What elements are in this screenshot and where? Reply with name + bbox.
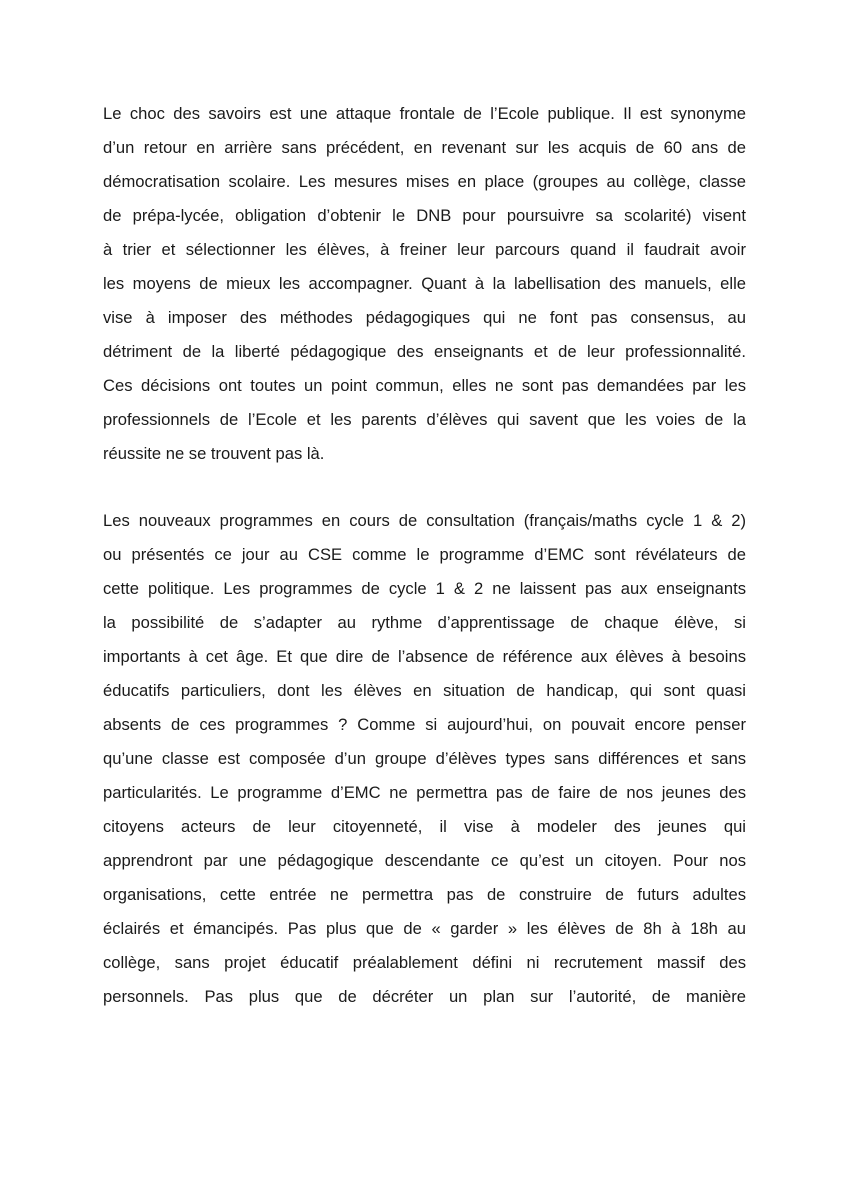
paragraph-line: éducatifs particuliers, dont les élèves en situation de handicap, qui sont quasi [103, 681, 746, 700]
paragraph-line: absents de ces programmes ? Comme si aujourd’hui, on pouvait encore penser [103, 715, 746, 734]
paragraph-line: apprendront par une pédagogique descendante ce qu’est un citoyen. Pour nos [103, 851, 746, 870]
paragraph-line: qu’une classe est composée d’un groupe d’élèves types sans différences et sans [103, 749, 746, 768]
paragraph-line: éclairés et émancipés. Pas plus que de « garder » les élèves de 8h à 18h au [103, 919, 746, 938]
paragraph-line: les moyens de mieux les accompagner. Quant à la labellisation des manuels, elle [103, 274, 746, 293]
paragraph-line: de prépa-lycée, obligation d’obtenir le DNB pour poursuivre sa scolarité) visent [103, 206, 746, 225]
paragraph-line: la possibilité de s’adapter au rythme d’apprentissage de chaque élève, si [103, 613, 746, 632]
paragraph-line: Les nouveaux programmes en cours de consultation (français/maths cycle 1 & 2) [103, 511, 746, 530]
paragraph-line: détriment de la liberté pédagogique des enseignants et de leur professionnalité. [103, 342, 746, 361]
paragraph-line: vise à imposer des méthodes pédagogiques qui ne font pas consensus, au [103, 308, 746, 327]
paragraph-line: collège, sans projet éducatif préalablement défini ni recrutement massif des [103, 953, 746, 972]
paragraph-line: réussite ne se trouvent pas là. [103, 444, 325, 463]
paragraph-line: organisations, cette entrée ne permettra pas de construire de futurs adultes [103, 885, 746, 904]
paragraph-line: importants à cet âge. Et que dire de l’absence de référence aux élèves à besoins [103, 647, 746, 666]
paragraph-line: ou présentés ce jour au CSE comme le programme d’EMC sont révélateurs de [103, 545, 746, 564]
paragraph-line: professionnels de l’Ecole et les parents d’élèves qui savent que les voies de la [103, 410, 746, 429]
paragraph-line: cette politique. Les programmes de cycle 1 & 2 ne laissent pas aux enseignants [103, 579, 746, 598]
paragraph-line: démocratisation scolaire. Les mesures mises en place (groupes au collège, classe [103, 172, 746, 191]
paragraph-line: à trier et sélectionner les élèves, à freiner leur parcours quand il faudrait avoir [103, 240, 746, 259]
paragraph-line: Le choc des savoirs est une attaque frontale de l’Ecole publique. Il est synonyme [103, 104, 746, 123]
paragraph-line: particularités. Le programme d’EMC ne permettra pas de faire de nos jeunes des [103, 783, 746, 802]
paragraph-line: Ces décisions ont toutes un point commun, elles ne sont pas demandées par les [103, 376, 746, 395]
paragraph-line: d’un retour en arrière sans précédent, en revenant sur les acquis de 60 ans de [103, 138, 746, 157]
paragraph-line: personnels. Pas plus que de décréter un plan sur l’autorité, de manière [103, 987, 746, 1006]
paragraph-line: citoyens acteurs de leur citoyenneté, il vise à modeler des jeunes qui [103, 817, 746, 836]
